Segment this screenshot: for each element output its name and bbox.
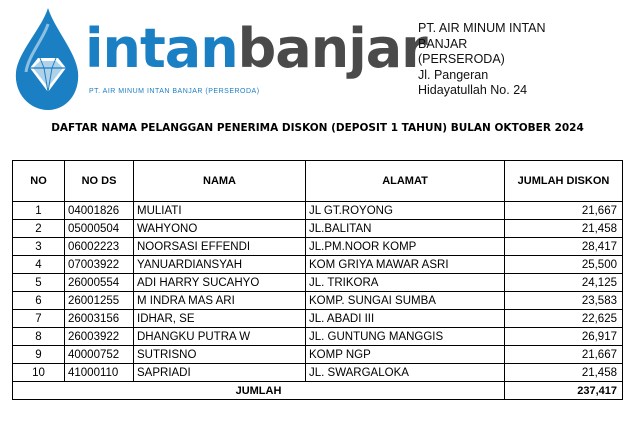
table-row [13,310,623,328]
cell-no: 5 [13,274,65,292]
cell-alamat: JL. ABADI III [306,310,505,328]
cell-alamat: JL GT.ROYONG [306,202,505,220]
document-title: DAFTAR NAMA PELANGGAN PENERIMA DISKON (DEPOSIT 1 TAHUN) BULAN OKTOBER 2024 [51,122,584,134]
table-header-row [13,161,623,202]
cell-no-ds: 06002223 [65,238,134,256]
cell-no: 9 [13,346,65,364]
table-row [13,238,623,256]
cell-nama: ADI HARRY SUCAHYO [134,274,306,292]
cell-nama: MULIATI [134,202,306,220]
brand-subtitle: PT. AIR MINUM INTAN BANJAR (PERSERODA) [89,88,260,95]
cell-no: 6 [13,292,65,310]
table-row [13,364,623,382]
cell-jumlah-diskon: 21,458 [505,220,623,238]
brand-word-banjar: banjar [237,17,427,80]
cell-jumlah-diskon: 21,667 [505,202,623,220]
cell-jumlah-diskon: 24,125 [505,274,623,292]
cell-jumlah-diskon: 25,500 [505,256,623,274]
brand-wordmark [85,17,427,80]
header-no-ds: NO DS [65,161,134,202]
total-label: JUMLAH [13,382,505,400]
cell-no-ds: 41000110 [65,364,134,382]
table-row [13,256,623,274]
cell-alamat: JL. TRIKORA [306,274,505,292]
water-drop-diamond-icon [12,6,82,112]
cell-no-ds: 05000504 [65,220,134,238]
cell-nama: WAHYONO [134,220,306,238]
cell-nama: YANUARDIANSYAH [134,256,306,274]
cell-jumlah-diskon: 26,917 [505,328,623,346]
header-jumlah-diskon: JUMLAH DISKON [505,161,623,202]
cell-nama: M INDRA MAS ARI [134,292,306,310]
cell-no: 2 [13,220,65,238]
company-address [418,21,628,99]
cell-alamat: JL. GUNTUNG MANGGIS [306,328,505,346]
cell-no-ds: 26003922 [65,328,134,346]
discount-table [12,160,623,400]
cell-jumlah-diskon: 28,417 [505,238,623,256]
address-line: Jl. Pangeran [418,67,489,82]
total-value: 237,417 [505,382,623,400]
cell-nama: SUTRISNO [134,346,306,364]
brand-word-intan: intan [85,17,238,80]
table-row [13,292,623,310]
table-row [13,274,623,292]
cell-no-ds: 26001255 [65,292,134,310]
cell-jumlah-diskon: 21,667 [505,346,623,364]
cell-no: 3 [13,238,65,256]
cell-no: 1 [13,202,65,220]
table-row [13,202,623,220]
cell-no-ds: 26003156 [65,310,134,328]
table-row [13,346,623,364]
cell-no-ds: 40000752 [65,346,134,364]
address-line: Hidayatullah No. 24 [418,83,528,97]
cell-no: 10 [13,364,65,382]
address-line: BANJAR [418,36,468,51]
cell-alamat: KOM GRIYA MAWAR ASRI [306,256,505,274]
cell-no-ds: 26000554 [65,274,134,292]
header-alamat: ALAMAT [306,161,505,202]
cell-alamat: KOMP NGP [306,346,505,364]
cell-alamat: JL. SWARGALOKA [306,364,505,382]
cell-nama: IDHAR, SE [134,310,306,328]
header-no: NO [13,161,65,202]
header-nama: NAMA [134,161,306,202]
company-logo [12,6,427,114]
cell-no: 7 [13,310,65,328]
total-row [13,382,623,400]
cell-nama: DHANGKU PUTRA W [134,328,306,346]
cell-no: 4 [13,256,65,274]
cell-alamat: JL.PM.NOOR KOMP [306,238,505,256]
cell-nama: NOORSASI EFFENDI [134,238,306,256]
cell-no: 8 [13,328,65,346]
cell-alamat: JL.BALITAN [306,220,505,238]
cell-jumlah-diskon: 23,583 [505,292,623,310]
cell-nama: SAPRIADI [134,364,306,382]
cell-no-ds: 07003922 [65,256,134,274]
address-line: (PERSERODA) [418,52,505,66]
cell-jumlah-diskon: 21,458 [505,364,623,382]
table-row [13,328,623,346]
table-row [13,220,623,238]
cell-jumlah-diskon: 22,625 [505,310,623,328]
cell-alamat: KOMP. SUNGAI SUMBA [306,292,505,310]
cell-no-ds: 04001826 [65,202,134,220]
address-line: PT. AIR MINUM INTAN [418,21,546,35]
